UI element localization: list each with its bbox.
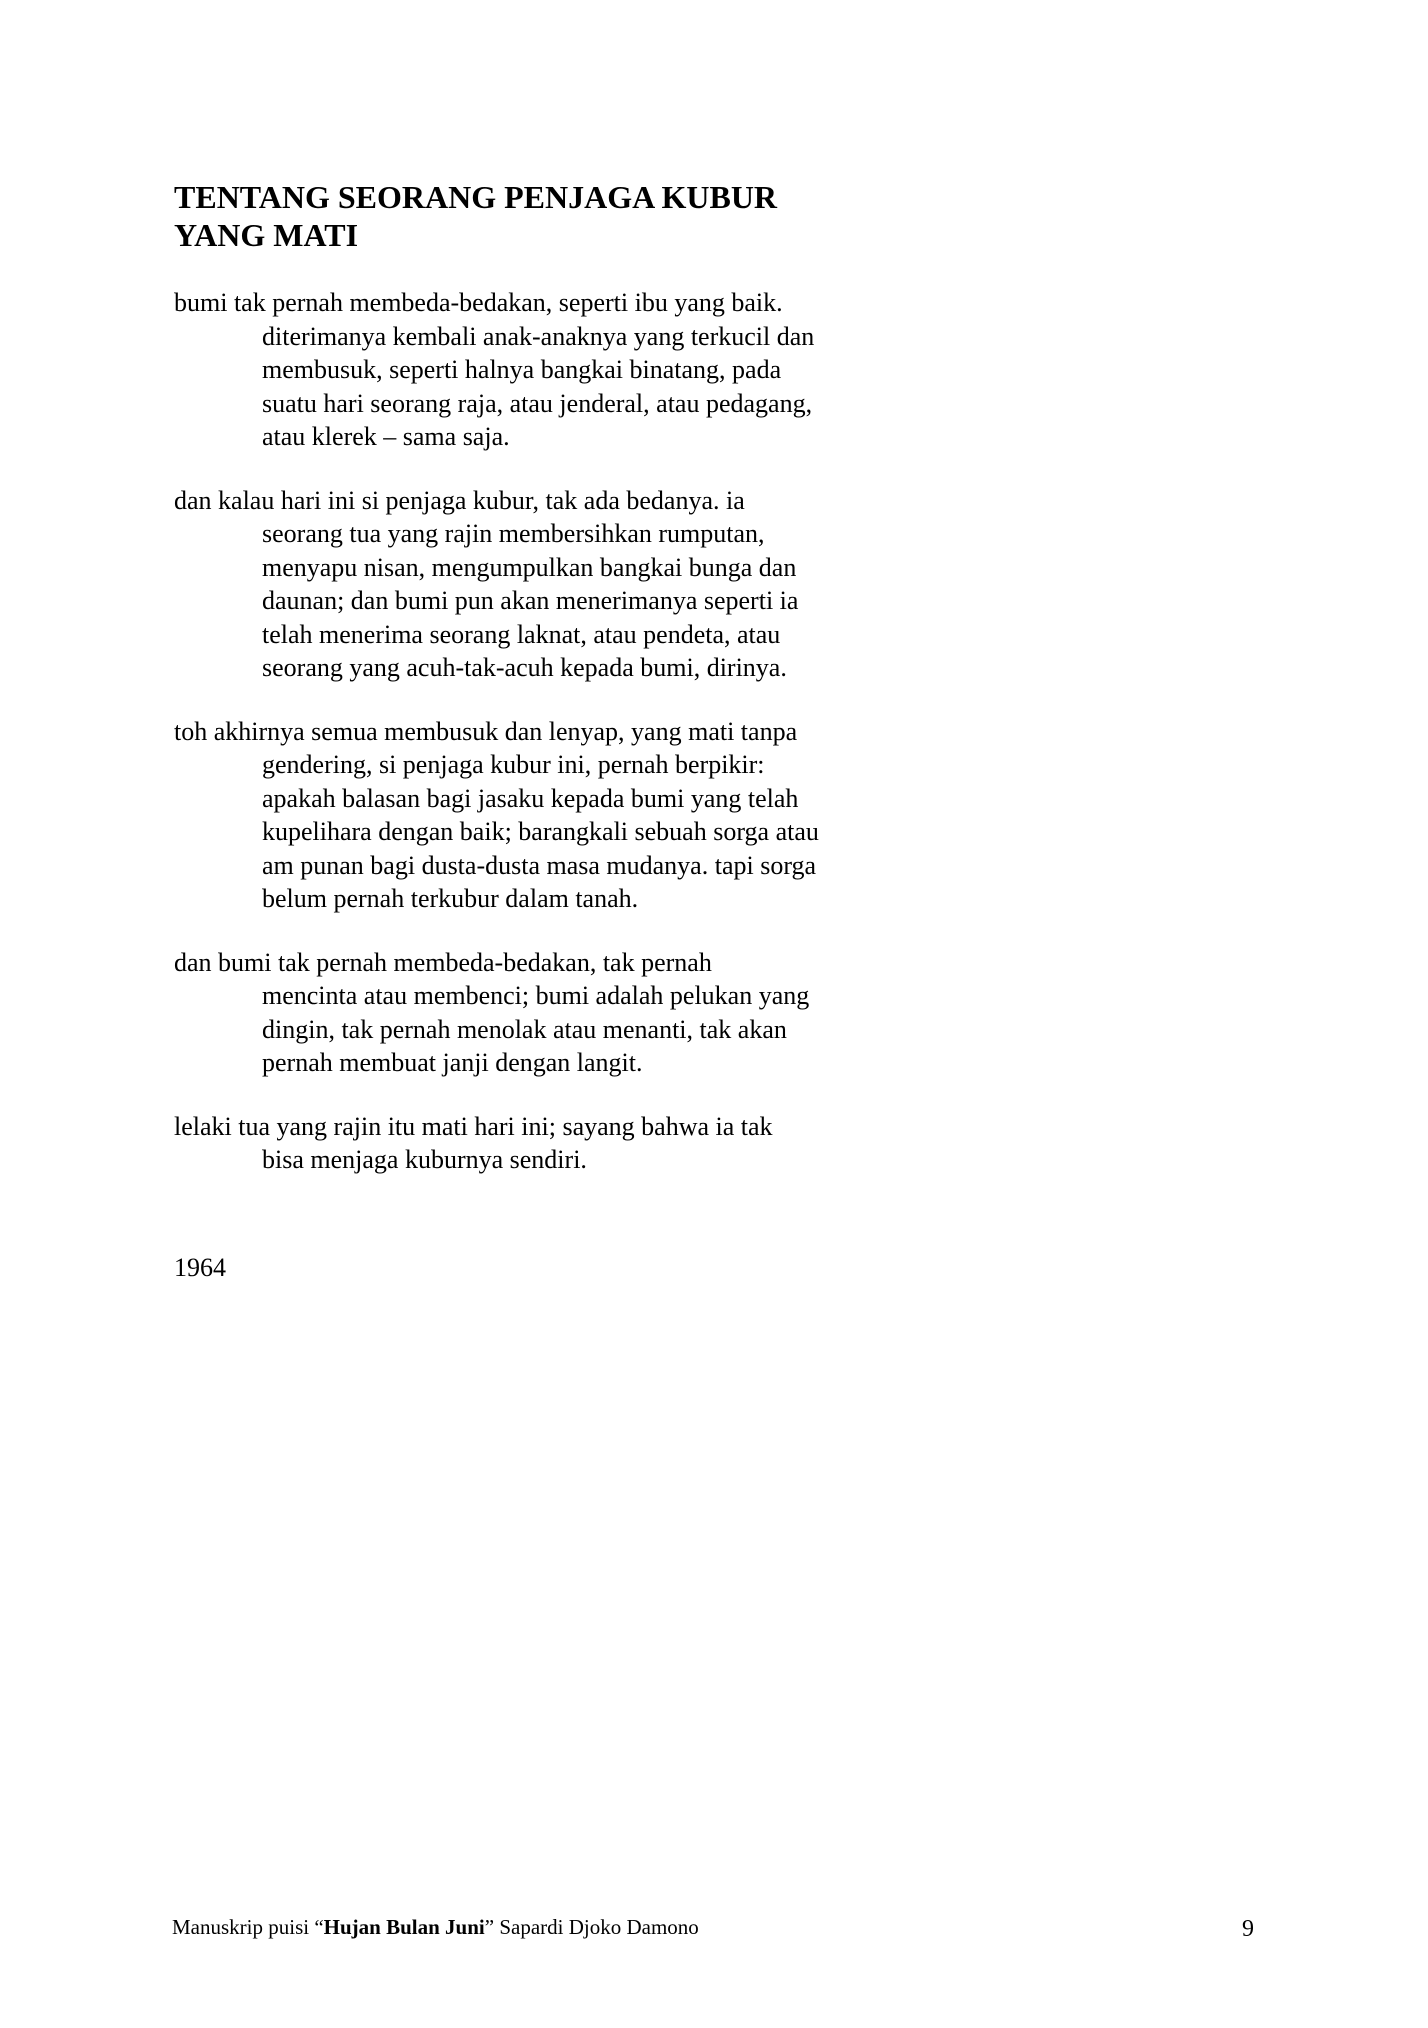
- stanza-2: [174, 484, 1174, 685]
- poem-line: daunan; dan bumi pun akan menerimanya seperti ia: [262, 586, 799, 615]
- poem-line: apakah balasan bagi jasaku kepada bumi yang telah: [262, 783, 799, 813]
- poem-line: gendering, si penjaga kubur ini, pernah berpikir:: [262, 750, 765, 779]
- poem-line: membusuk, seperti halnya bangkai binatang, pada: [262, 355, 782, 384]
- poem-line: seorang tua yang rajin membersihkan rumputan,: [262, 519, 765, 548]
- poem-line: dan kalau hari ini si penjaga kubur, tak ada bedanya. ia: [174, 485, 745, 515]
- footer-prefix: Manuskrip puisi “: [172, 1915, 324, 1939]
- poem-line: lelaki tua yang rajin itu mati hari ini; sayang bahwa ia tak: [174, 1111, 773, 1141]
- poem-line: telah menerima seorang laknat, atau pendeta, atau: [262, 619, 781, 649]
- footer-book-title: Hujan Bulan Juni: [323, 1915, 485, 1939]
- poem-line: am punan bagi dusta-dusta masa mudanya. tapi sorga: [262, 850, 817, 880]
- poem-line: dingin, tak pernah menolak atau menanti, tak akan: [262, 1014, 787, 1044]
- poem-title-line-2: YANG MATI: [174, 217, 359, 253]
- poem-line: atau klerek – sama saja.: [262, 422, 510, 451]
- poem-year: 1964: [174, 1253, 226, 1282]
- poem-line: mencinta atau membenci; bumi adalah pelukan yang: [262, 981, 810, 1010]
- poem-line: pernah membuat janji dengan langit.: [262, 1048, 643, 1077]
- footer-suffix: ” Sapardi Djoko Damono: [484, 1915, 699, 1939]
- poem-line: belum pernah terkubur dalam tanah.: [262, 884, 639, 913]
- poem-line: seorang yang acuh-tak-acuh kepada bumi, dirinya.: [262, 653, 787, 682]
- poem-line: menyapu nisan, mengumpulkan bangkai bunga dan: [262, 552, 797, 582]
- poem-body: [174, 286, 1174, 1207]
- stanza-3: [174, 715, 1174, 916]
- poem-line: dan bumi tak pernah membeda-bedakan, tak pernah: [174, 947, 712, 977]
- stanza-5: [174, 1110, 1174, 1177]
- stanza-1: [174, 286, 1174, 454]
- poem-title: [174, 178, 1074, 254]
- poem-line: toh akhirnya semua membusuk dan lenyap, yang mati tanpa: [174, 716, 798, 746]
- poem-line: kupelihara dengan baik; barangkali sebuah sorga atau: [262, 817, 819, 846]
- poem-line: bisa menjaga kuburnya sendiri.: [262, 1145, 587, 1174]
- page-footer: [172, 1914, 699, 1940]
- poem-line: suatu hari seorang raja, atau jenderal, atau pedagang,: [262, 388, 813, 418]
- poem-line: diterimanya kembali anak-anaknya yang terkucil dan: [262, 321, 815, 351]
- poem-title-line-1: TENTANG SEORANG PENJAGA KUBUR: [174, 179, 778, 215]
- page-number: 9: [1242, 1916, 1254, 1942]
- poem-line: bumi tak pernah membeda-bedakan, seperti ibu yang baik.: [174, 288, 783, 317]
- stanza-4: [174, 946, 1174, 1080]
